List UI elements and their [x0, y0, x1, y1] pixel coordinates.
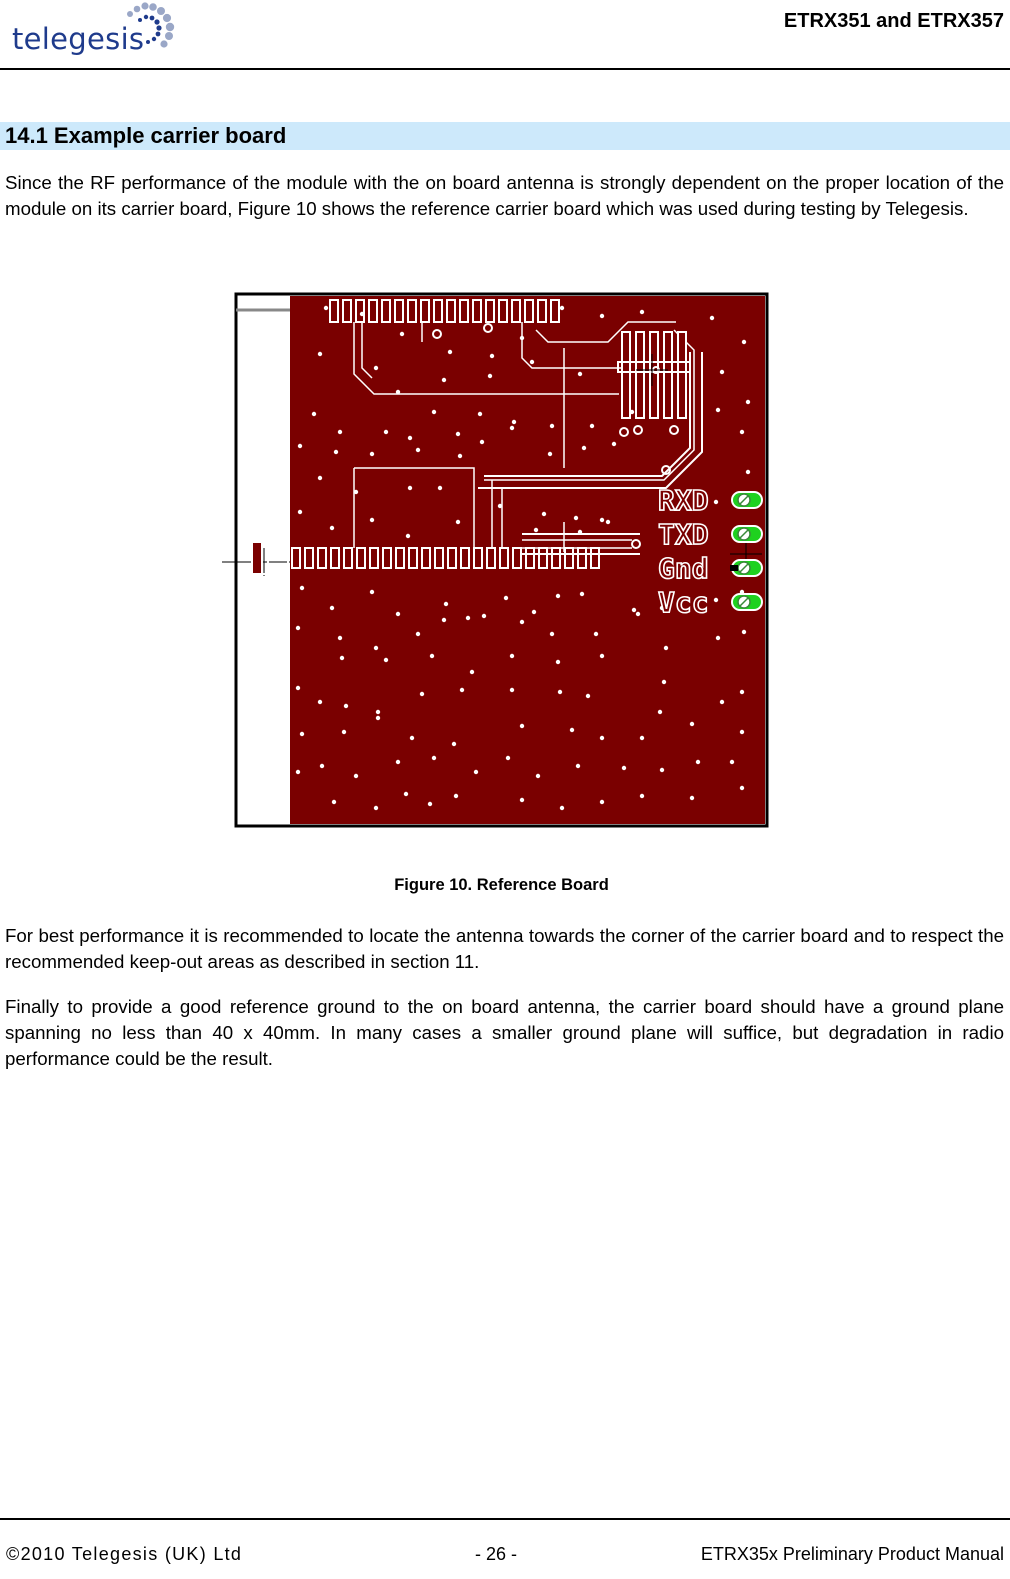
via-dot [384, 658, 388, 662]
section-heading: 14.1 Example carrier board [0, 122, 1010, 150]
via-dot [444, 602, 448, 606]
via-dot [534, 528, 538, 532]
via-dot [374, 366, 378, 370]
via-dot [478, 412, 482, 416]
via-dot [716, 408, 720, 412]
via-dot [532, 610, 536, 614]
via-dot [296, 686, 300, 690]
label-txd: TXD [658, 518, 709, 551]
via-dot [454, 794, 458, 798]
via-dot [510, 654, 514, 658]
via-dot [600, 518, 604, 522]
via-dot [622, 766, 626, 770]
label-rxd: RXD [658, 484, 709, 517]
via-dot [480, 440, 484, 444]
via-dot [556, 594, 560, 598]
via-dot [406, 534, 410, 538]
via-dot [300, 732, 304, 736]
via-dot [370, 518, 374, 522]
via-dot [560, 306, 564, 310]
via-dot [338, 430, 342, 434]
via-dot [580, 592, 584, 596]
footer-manual-title: ETRX35x Preliminary Product Manual [700, 1544, 1004, 1564]
via-dot [530, 360, 534, 364]
via-dot [632, 608, 636, 612]
via-dot [720, 370, 724, 374]
footer-copyright: ©2010 Telegesis (UK) Ltd [6, 1544, 243, 1564]
via-dot [716, 636, 720, 640]
via-dot [456, 432, 460, 436]
pcb-drawing [222, 292, 772, 830]
via-dot [396, 760, 400, 764]
via-dot [600, 800, 604, 804]
via-dot [714, 598, 718, 602]
via-dot [740, 730, 744, 734]
intro-paragraph: Since the RF performance of the module with the on board antenna is strongly dependent on the proper location of the module on its carrier board, Figure 10 shows the reference carrier board which was used during testing by Telegesis. [5, 172, 1004, 219]
via-dot [662, 680, 666, 684]
via-dot [458, 454, 462, 458]
via-dot [416, 632, 420, 636]
via-dot [510, 426, 514, 430]
via-dot [740, 690, 744, 694]
test-pad [732, 594, 762, 610]
label-gnd: Gnd [658, 552, 709, 585]
via-dot [512, 420, 516, 424]
via-dot [590, 424, 594, 428]
via-dot [600, 314, 604, 318]
via-dot [438, 486, 442, 490]
via-dot [396, 612, 400, 616]
via-dot [410, 736, 414, 740]
via-dot [586, 694, 590, 698]
via-dot [298, 444, 302, 448]
via-dot [338, 636, 342, 640]
via-dot [374, 806, 378, 810]
via-dot [466, 616, 470, 620]
figure-caption: Figure 10. Reference Board [394, 876, 609, 894]
via-dot [442, 618, 446, 622]
via-dot [384, 430, 388, 434]
via-dot [606, 520, 610, 524]
via-dot [344, 704, 348, 708]
via-dot [408, 436, 412, 440]
via-dot [578, 372, 582, 376]
via-dot [550, 424, 554, 428]
via-dot [640, 794, 644, 798]
via-dot [640, 310, 644, 314]
via-dot [332, 800, 336, 804]
via-dot [330, 606, 334, 610]
document-title: ETRX351 and ETRX357 [783, 10, 1004, 32]
via-dot [490, 354, 494, 358]
via-dot [520, 724, 524, 728]
via-dot [746, 400, 750, 404]
via-dot [600, 654, 604, 658]
via-dot [558, 690, 562, 694]
via-dot [416, 448, 420, 452]
page-header [0, 0, 1010, 70]
label-vcc: Vcc [658, 586, 709, 619]
via-dot [488, 374, 492, 378]
via-dot [730, 760, 734, 764]
via-dot [456, 520, 460, 524]
via-dot [470, 670, 474, 674]
telegesis-logo [8, 0, 178, 62]
via-dot [600, 736, 604, 740]
via-dot [636, 612, 640, 616]
via-dot [582, 446, 586, 450]
via-dot [720, 700, 724, 704]
via-dot [312, 412, 316, 416]
via-dot [520, 620, 524, 624]
via-dot [658, 710, 662, 714]
via-dot [432, 410, 436, 414]
via-dot [742, 340, 746, 344]
test-pad [732, 526, 762, 542]
via-dot [320, 764, 324, 768]
via-dot [520, 798, 524, 802]
via-dot [318, 700, 322, 704]
via-dot [504, 596, 508, 600]
via-dot [510, 688, 514, 692]
footer-divider [0, 1518, 1010, 1520]
via-dot [448, 350, 452, 354]
via-dot [740, 786, 744, 790]
via-dot [430, 654, 434, 658]
via-dot [330, 526, 334, 530]
ground-plane-paragraph: Finally to provide a good reference ground to the on board antenna, the carrier board should have a ground plane spanning no less than 40 x 40mm. In many cases a smaller ground plane will suffice, but degradation in radio performance could be the result. [5, 996, 1004, 1069]
via-dot [432, 756, 436, 760]
via-dot [400, 332, 404, 336]
via-dot [296, 770, 300, 774]
via-dot [404, 792, 408, 796]
reference-board-figure [222, 292, 772, 830]
via-dot [354, 774, 358, 778]
via-dot [340, 656, 344, 660]
via-dot [574, 516, 578, 520]
via-dot [334, 450, 338, 454]
via-dot [428, 802, 432, 806]
page-number: - 26 - [475, 1544, 518, 1564]
via-dot [408, 486, 412, 490]
via-dot [576, 764, 580, 768]
via-dot [296, 626, 300, 630]
via-dot [376, 710, 380, 714]
via-dot [342, 730, 346, 734]
via-dot [740, 430, 744, 434]
via-dot [640, 736, 644, 740]
via-dot [696, 760, 700, 764]
via-dot [690, 796, 694, 800]
via-dot [370, 590, 374, 594]
via-dot [460, 688, 464, 692]
via-dot [324, 306, 328, 310]
via-dot [746, 470, 750, 474]
via-dot [664, 646, 668, 650]
test-pad [732, 492, 762, 508]
via-dot [550, 632, 554, 636]
logo-text: telegesis [12, 22, 145, 56]
via-dot [542, 512, 546, 516]
via-dot [690, 722, 694, 726]
via-dot [714, 500, 718, 504]
test-pad [730, 560, 762, 576]
via-dot [506, 756, 510, 760]
via-dot [300, 586, 304, 590]
via-dot [442, 378, 446, 382]
via-dot [536, 774, 540, 778]
via-dot [710, 316, 714, 320]
via-dot [556, 660, 560, 664]
via-dot [560, 806, 564, 810]
via-dot [742, 630, 746, 634]
via-dot [376, 716, 380, 720]
logo-swirl-icon [120, 0, 180, 60]
via-dot [612, 442, 616, 446]
via-dot [452, 742, 456, 746]
via-dot [482, 614, 486, 618]
via-dot [374, 646, 378, 650]
via-dot [548, 452, 552, 456]
via-dot [474, 770, 478, 774]
via-dot [420, 692, 424, 696]
via-dot [570, 728, 574, 732]
via-dot [594, 632, 598, 636]
via-dot [660, 768, 664, 772]
via-dot [370, 452, 374, 456]
header-divider [0, 68, 1010, 70]
via-dot [318, 476, 322, 480]
via-dot [318, 352, 322, 356]
via-dot [298, 510, 302, 514]
antenna-paragraph: For best performance it is recommended to locate the antenna towards the corner of the carrier board and to respect the recommended keep-out areas as described in section 11. [5, 925, 1004, 972]
